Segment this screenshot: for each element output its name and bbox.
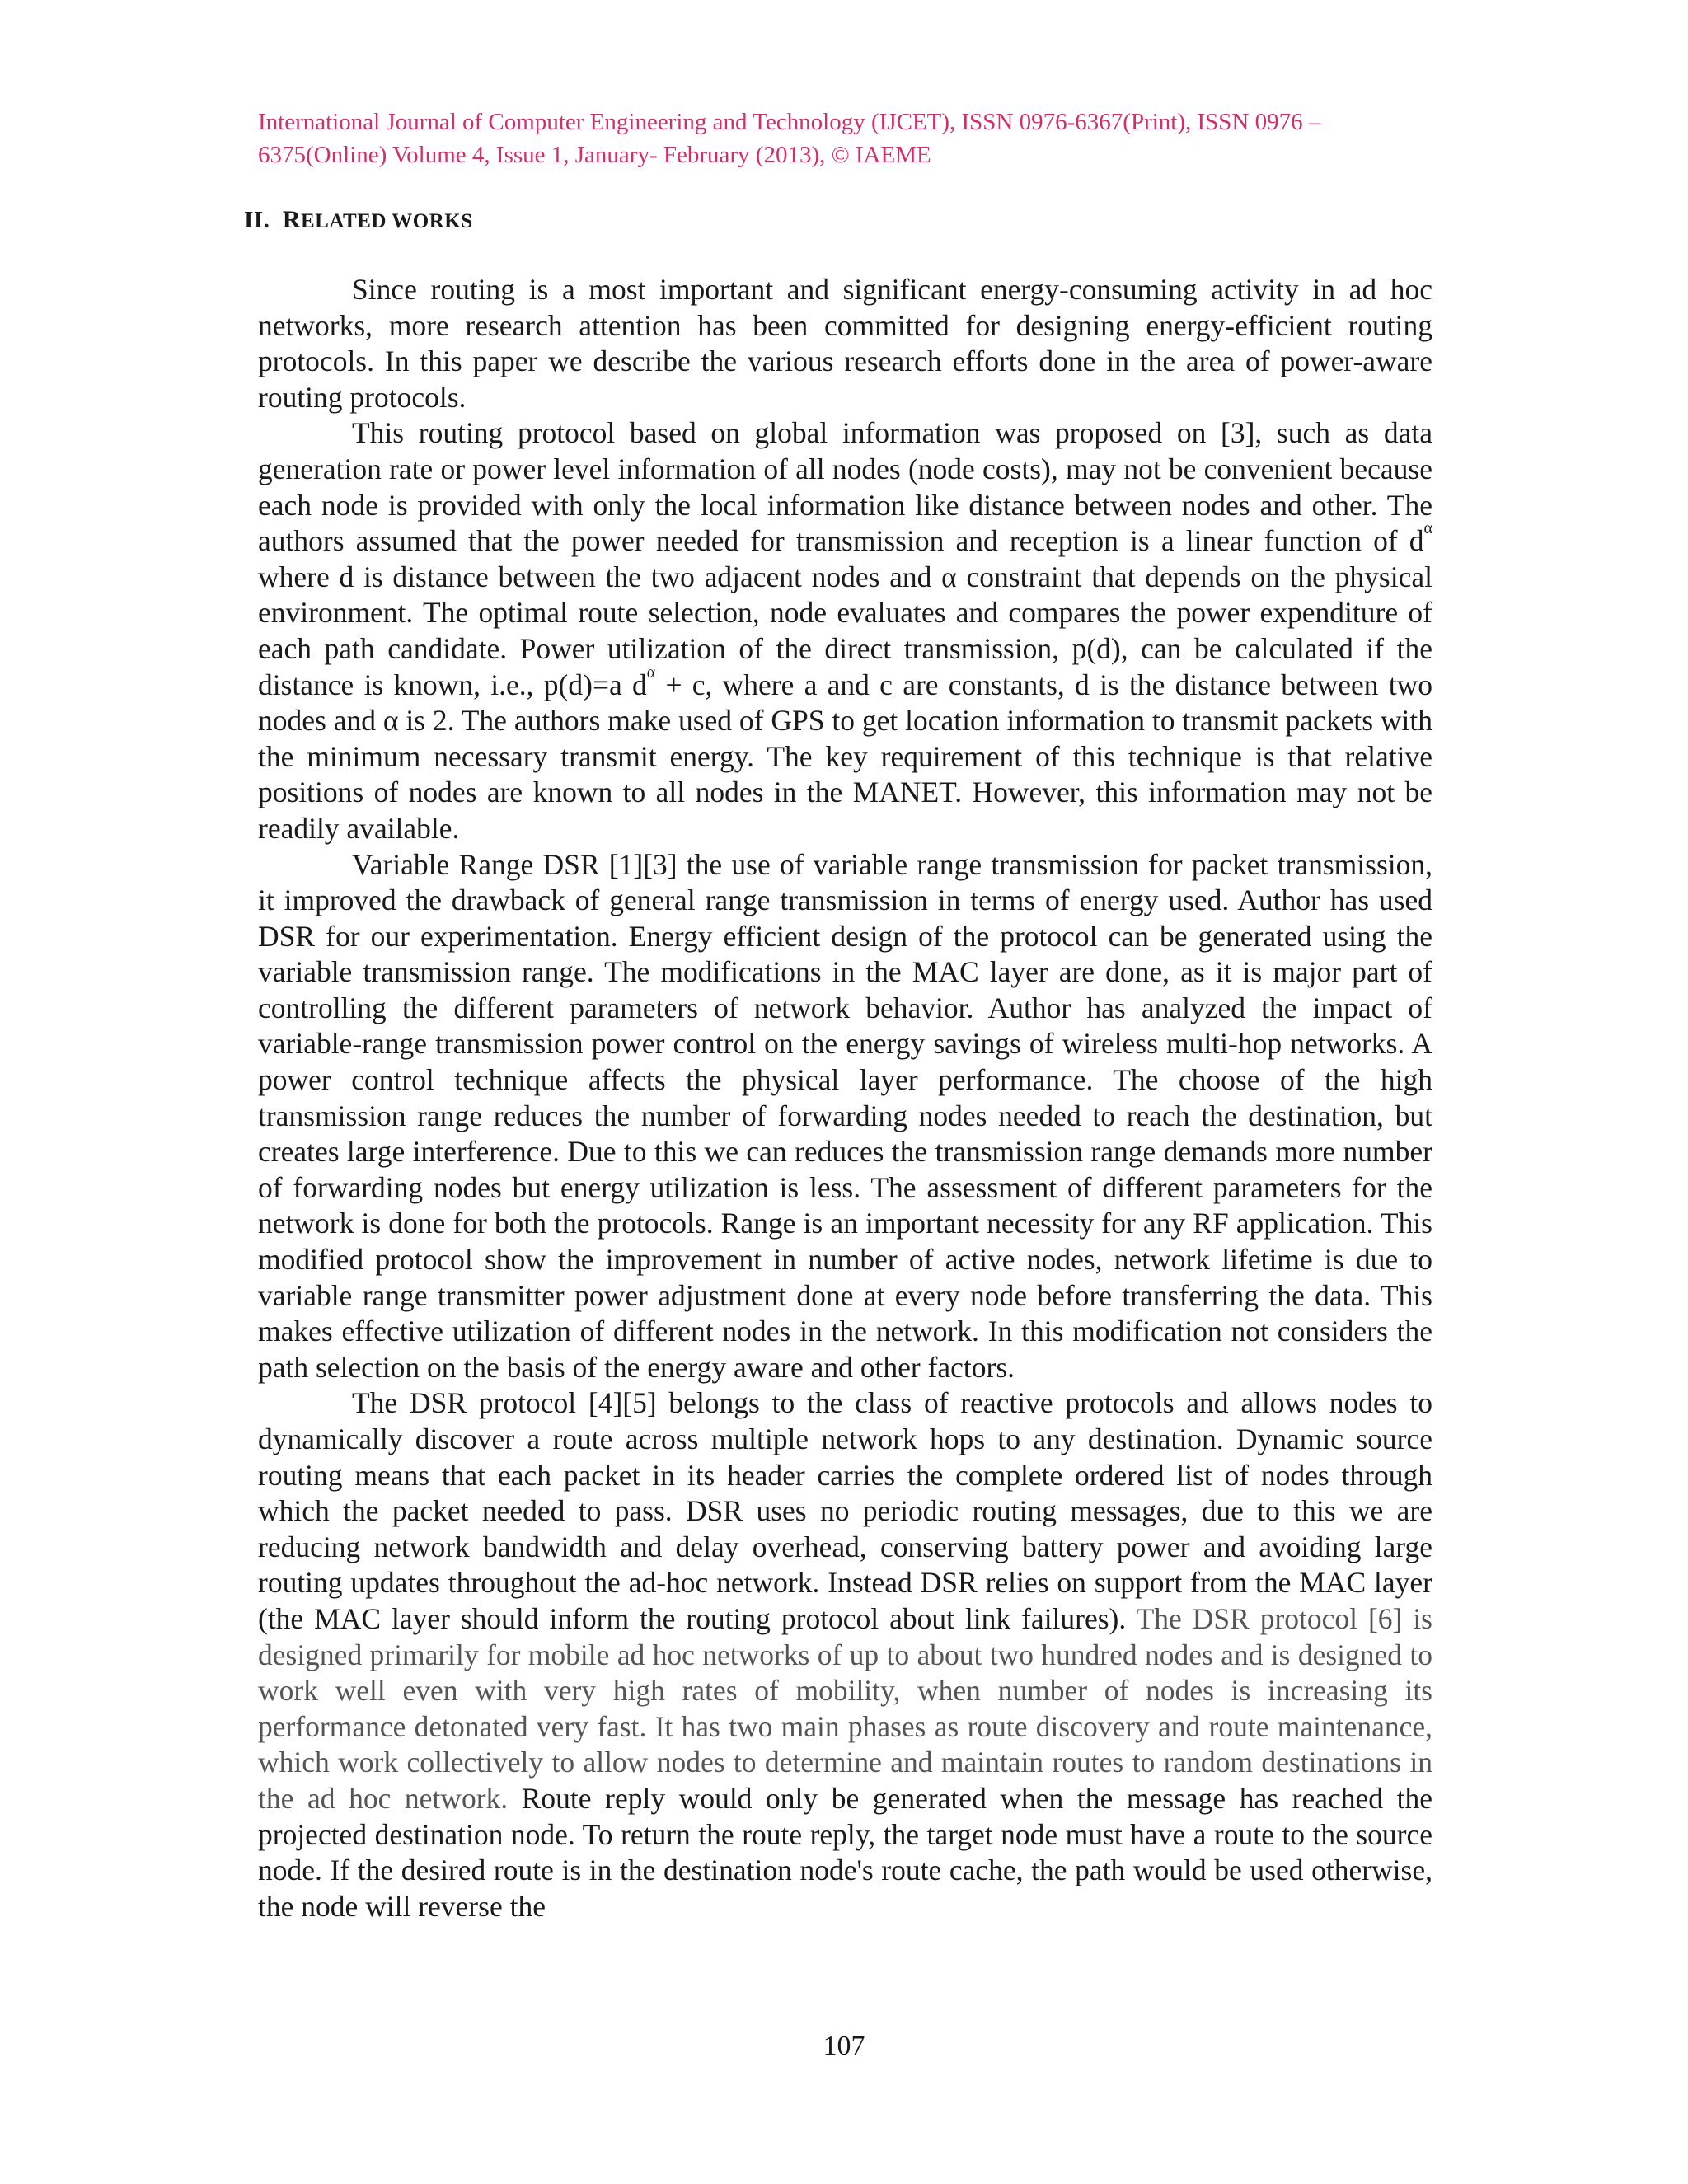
journal-header <box>258 105 1437 171</box>
paragraph-4 <box>258 1385 1432 1924</box>
paragraph-3 <box>258 847 1432 1386</box>
body-text <box>258 272 1432 1924</box>
paragraph-2 <box>258 415 1432 846</box>
paragraph-4-text-a: The DSR protocol [4][5] belongs to the class of reactive protocols and allows nodes to dynamically discover a route across multiple network hops to any destination. Dynamic source routing means that each packet in its header carries the complete ordered list of nodes through which the packet needed to pass. DSR uses no periodic routing messages, due to this we are reducing network bandwidth and delay overhead, conserving battery power and avoiding large routing updates throughout the ad-hoc network. Instead DSR relies on support from the MAC layer (the MAC layer should inform the routing protocol about link failures). <box>258 1386 1432 1635</box>
paragraph-2-text-b: where d is distance between the two adjacent nodes and α constraint that depends on the physical environment. The optimal route selection, node evaluates and compares the power expenditure of each path candidate. Power utilization of the direct transmission, p(d), can be calculated if the distance is known, i.e., p(d)=a d <box>258 560 1432 701</box>
section-number: II. <box>244 207 270 233</box>
paragraph-3-text: Variable Range DSR [1][3] the use of variable range transmission for packet transmission, it improved the drawback of general range transmission in terms of energy used. Author has used DSR for our experimentation. Energy efficient design of the protocol can be generated using the variable transmission range. The modifications in the MAC layer are done, as it is major part of controlling the different parameters of network behavior. Author has analyzed the impact of variable-range transmission power control on the energy savings of wireless multi-hop networks. A power control technique affects the physical layer performance. The choose of the high transmission range reduces the number of forwarding nodes needed to reach the destination, but creates large interference. Due to this we can reduces the transmission range demands more number of forwarding nodes but energy utilization is less. The assessment of different parameters for the network is done for both the protocols. Range is an important necessity for any RF application. This modified protocol show the improvement in number of active nodes, network lifetime is due to variable range transmitter power adjustment done at every node before transferring the data. This makes effective utilization of different nodes in the network. In this modification not considers the path selection on the basis of the energy aware and other factors. <box>258 847 1432 1384</box>
paragraph-2-text-a: This routing protocol based on global information was proposed on [3], such as data generation rate or power level information of all nodes (node costs), may not be convenient because each node is provided with only the local information like distance between nodes and other. The authors assumed that the power needed for transmission and reception is a linear function of d <box>258 416 1432 558</box>
paragraph-2-text-c: + c, where a and c are constants, d is the distance between two nodes and α is 2. The authors make used of GPS to get location information to transmit packets with the minimum necessary transmit energy. The key requirement of this technique is that relative positions of nodes are known to all nodes in the MANET. However, this information may not be readily available. <box>258 668 1432 845</box>
journal-citation: International Journal of Computer Engineering and Technology (IJCET), ISSN 0976-6367(Print), ISSN 0976 – 6375(Online) Volume 4, Issue 1, January- February (2013), © IAEME <box>258 109 1321 168</box>
section-title-rest: ELATED WORKS <box>301 210 473 232</box>
paragraph-4-text-c: Route reply would only be generated when the message has reached the projected destination node. To return the route reply, the target node must have a route to the source node. If the desired route is in the destination node's route cache, the path would be used otherwise, the node will reverse the <box>258 1781 1432 1923</box>
section-heading <box>244 206 473 234</box>
paragraph-4-text-gray: The DSR protocol [6] is designed primarily for mobile ad hoc networks of up to about two hundred nodes and is designed to work well even with very high rates of mobility, when number of nodes is increasing its performance detonated very fast. It has two main phases as route discovery and route maintenance, which work collectively to allow nodes to determine and maintain routes to random destinations in the ad hoc network. <box>258 1601 1432 1815</box>
page-number: 107 <box>823 2031 865 2061</box>
alpha-superscript-1: α <box>1423 519 1432 538</box>
paragraph-1-text: Since routing is a most important and significant energy-consuming activity in ad hoc networks, more research attention has been committed for designing energy-efficient routing protocols. In this paper we describe the various research efforts done in the area of power-aware routing protocols. <box>258 273 1432 414</box>
alpha-superscript-2: α <box>646 663 656 682</box>
section-title-initial: R <box>282 206 301 233</box>
paragraph-1 <box>258 272 1432 415</box>
